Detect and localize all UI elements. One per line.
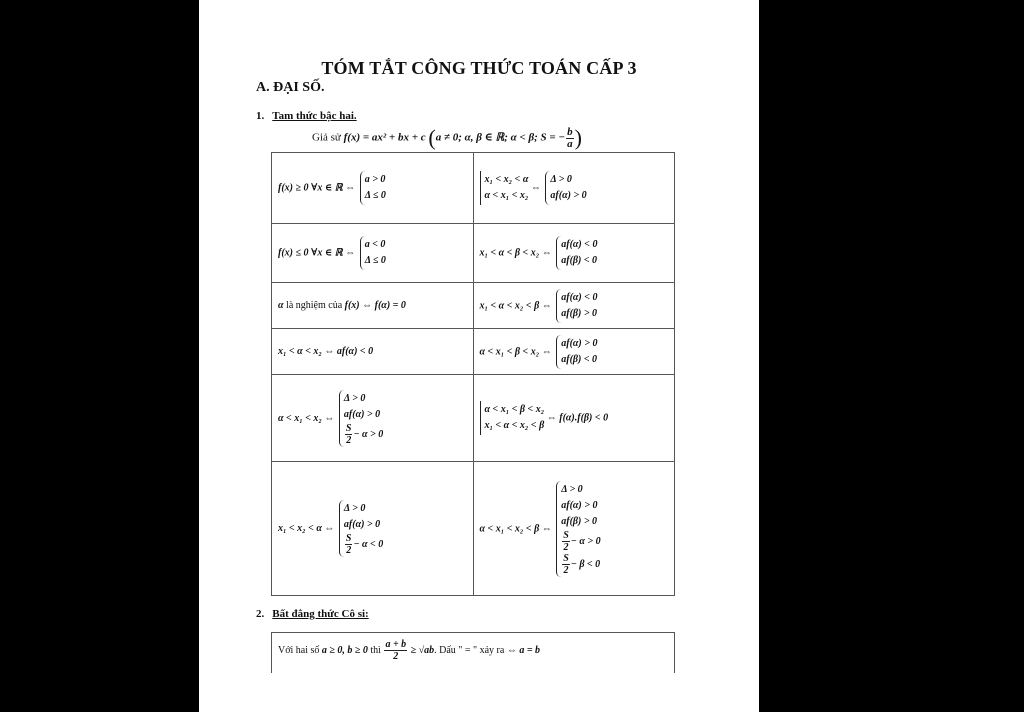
- fraction: [345, 533, 353, 556]
- table-row: [272, 329, 675, 375]
- formula-text: ⇔: [530, 182, 541, 194]
- fraction-numerator: S: [563, 552, 569, 564]
- fraction: [562, 553, 570, 576]
- fraction-denominator: 2: [563, 564, 569, 576]
- cauchy-equality-text: . Dấu " = " xảy ra: [434, 644, 505, 656]
- table-row: [272, 375, 675, 462]
- fraction: [562, 530, 570, 553]
- system-line: af(α) > 0: [343, 408, 381, 420]
- formula-text: x₁ < x₂ < α ⇔: [278, 522, 335, 534]
- system-line: − β < 0: [570, 558, 601, 570]
- table-cell: [272, 153, 474, 224]
- formula-text: f(x) ⇔ f(α) = 0: [344, 300, 406, 311]
- system-line: Δ > 0: [343, 392, 366, 404]
- formula-table: [271, 152, 675, 596]
- fraction-denominator: 2: [393, 651, 399, 662]
- subsection-number: 1.: [256, 110, 265, 122]
- page-title: TÓM TẮT CÔNG THỨC TOÁN CẤP 3: [321, 58, 637, 78]
- formula-text: x₁ < α < x₂ ⇔ af(α) < 0: [278, 346, 374, 357]
- equation-system: [339, 500, 383, 557]
- subsection-heading-cauchy: [256, 608, 369, 620]
- formula-text: α < x₁ < β < x₂ ⇔: [479, 345, 552, 357]
- cauchy-text: [278, 639, 540, 662]
- formula-text: x₁ < α < x₂ < β ⇔: [479, 299, 552, 311]
- equation-system: [556, 481, 600, 577]
- table-cell: [272, 375, 474, 462]
- system-line: af(α) > 0: [561, 499, 598, 511]
- fraction: [345, 423, 353, 446]
- assume-conditions: a ≠ 0; α, β ∈ ℝ; α < β; S = −: [435, 131, 566, 144]
- fraction-numerator: S: [345, 422, 352, 434]
- system-line: Δ > 0: [561, 483, 583, 495]
- fraction-denominator: 2: [563, 541, 569, 553]
- assume-formula: f(x) = ax² + bx + c: [343, 131, 426, 144]
- assume-frac-den: a: [567, 137, 573, 150]
- system-line: af(β) < 0: [561, 255, 598, 266]
- fraction-numerator: a + b: [385, 639, 407, 650]
- system-line: Δ > 0: [343, 503, 366, 514]
- subsection-label: Tam thức bậc hai.: [272, 110, 357, 122]
- table-cell: [272, 224, 474, 283]
- table-cell: [473, 329, 675, 375]
- table-cell: [473, 283, 675, 329]
- assumption-line: [312, 125, 582, 151]
- equation-system: [545, 171, 586, 205]
- table-cell: [473, 375, 675, 462]
- equation-system: [339, 390, 383, 447]
- cauchy-thi: thì: [370, 644, 381, 656]
- fraction-numerator: S: [345, 533, 352, 544]
- cauchy-fraction: [384, 639, 407, 662]
- table-row: [272, 283, 675, 329]
- table-cell: [272, 283, 474, 329]
- table-cell: [272, 329, 474, 375]
- cauchy-box: [271, 632, 675, 673]
- fraction-numerator: S: [563, 529, 569, 541]
- fraction-denominator: 2: [346, 434, 352, 446]
- system-line: x₁ < α < x₂ < β: [484, 420, 545, 431]
- system-line: α < x₁ < β < x₂: [484, 404, 545, 415]
- formula-text: α: [278, 300, 284, 311]
- system-line: a > 0: [364, 174, 386, 185]
- document-page: [199, 0, 759, 712]
- cauchy-prefix: Với hai số: [278, 644, 320, 656]
- formula-text: là nghiệm của: [286, 300, 343, 311]
- system-line: af(α) > 0: [343, 519, 381, 530]
- system-line: af(β) > 0: [561, 307, 598, 319]
- table-cell: [272, 462, 474, 596]
- fraction-denominator: 2: [346, 545, 352, 556]
- table-row: [272, 153, 675, 224]
- system-line: − α > 0: [570, 535, 601, 547]
- table-cell: [473, 462, 675, 596]
- system-line: Δ > 0: [550, 174, 572, 185]
- open-paren: (: [428, 125, 436, 150]
- or-system: [480, 401, 545, 435]
- assume-frac-num: b: [567, 125, 573, 138]
- equation-system: [556, 236, 597, 270]
- formula-text: x₁ < α < β < x₂ ⇔: [479, 247, 552, 259]
- system-line: Δ ≤ 0: [364, 255, 386, 266]
- cauchy-equality-condition: ⇔ a = b: [506, 644, 541, 656]
- system-line: af(β) > 0: [561, 515, 598, 527]
- table-row: [272, 224, 675, 283]
- assume-prefix: Giả sử: [312, 131, 341, 144]
- system-line: − α > 0: [353, 428, 384, 440]
- equation-system: [556, 335, 597, 369]
- formula-text: f(x) ≤ 0 ∀x ∈ ℝ ⇔: [278, 247, 356, 259]
- formula-text: ⇔ f(α).f(β) < 0: [546, 412, 609, 424]
- cauchy-condition: a ≥ 0, b ≥ 0: [321, 644, 368, 656]
- assume-fraction: [566, 127, 574, 150]
- equation-system: [360, 171, 386, 205]
- system-line: Δ ≤ 0: [364, 190, 386, 201]
- subsection-heading-quadratic: [256, 110, 357, 122]
- table-row: [272, 462, 675, 596]
- system-line: α < x₁ < x₂: [484, 190, 529, 201]
- system-line: af(α) < 0: [561, 291, 598, 303]
- system-line: a < 0: [364, 239, 386, 250]
- close-paren: ): [574, 125, 582, 150]
- table-cell: [473, 153, 675, 224]
- system-line: − α < 0: [353, 538, 384, 550]
- system-line: af(α) > 0: [561, 337, 598, 349]
- subsection-label: Bất đẳng thức Cô si:: [272, 608, 369, 620]
- table-cell: [473, 224, 675, 283]
- cauchy-rhs: ≥ √ab: [410, 644, 435, 656]
- section-heading-algebra: A. ĐẠI SỐ.: [256, 80, 325, 95]
- system-line: af(β) < 0: [561, 353, 598, 365]
- or-system: [480, 171, 529, 205]
- formula-text: α < x₁ < x₂ ⇔: [278, 412, 335, 424]
- system-line: x₁ < x₂ < α: [484, 174, 529, 185]
- system-line: af(α) < 0: [561, 239, 598, 250]
- formula-text: α < x₁ < x₂ < β ⇔: [479, 522, 552, 534]
- system-line: af(α) > 0: [550, 190, 587, 201]
- equation-system: [556, 289, 597, 323]
- equation-system: [360, 236, 386, 270]
- subsection-number: 2.: [256, 608, 265, 620]
- formula-text: f(x) ≥ 0 ∀x ∈ ℝ ⇔: [278, 182, 356, 194]
